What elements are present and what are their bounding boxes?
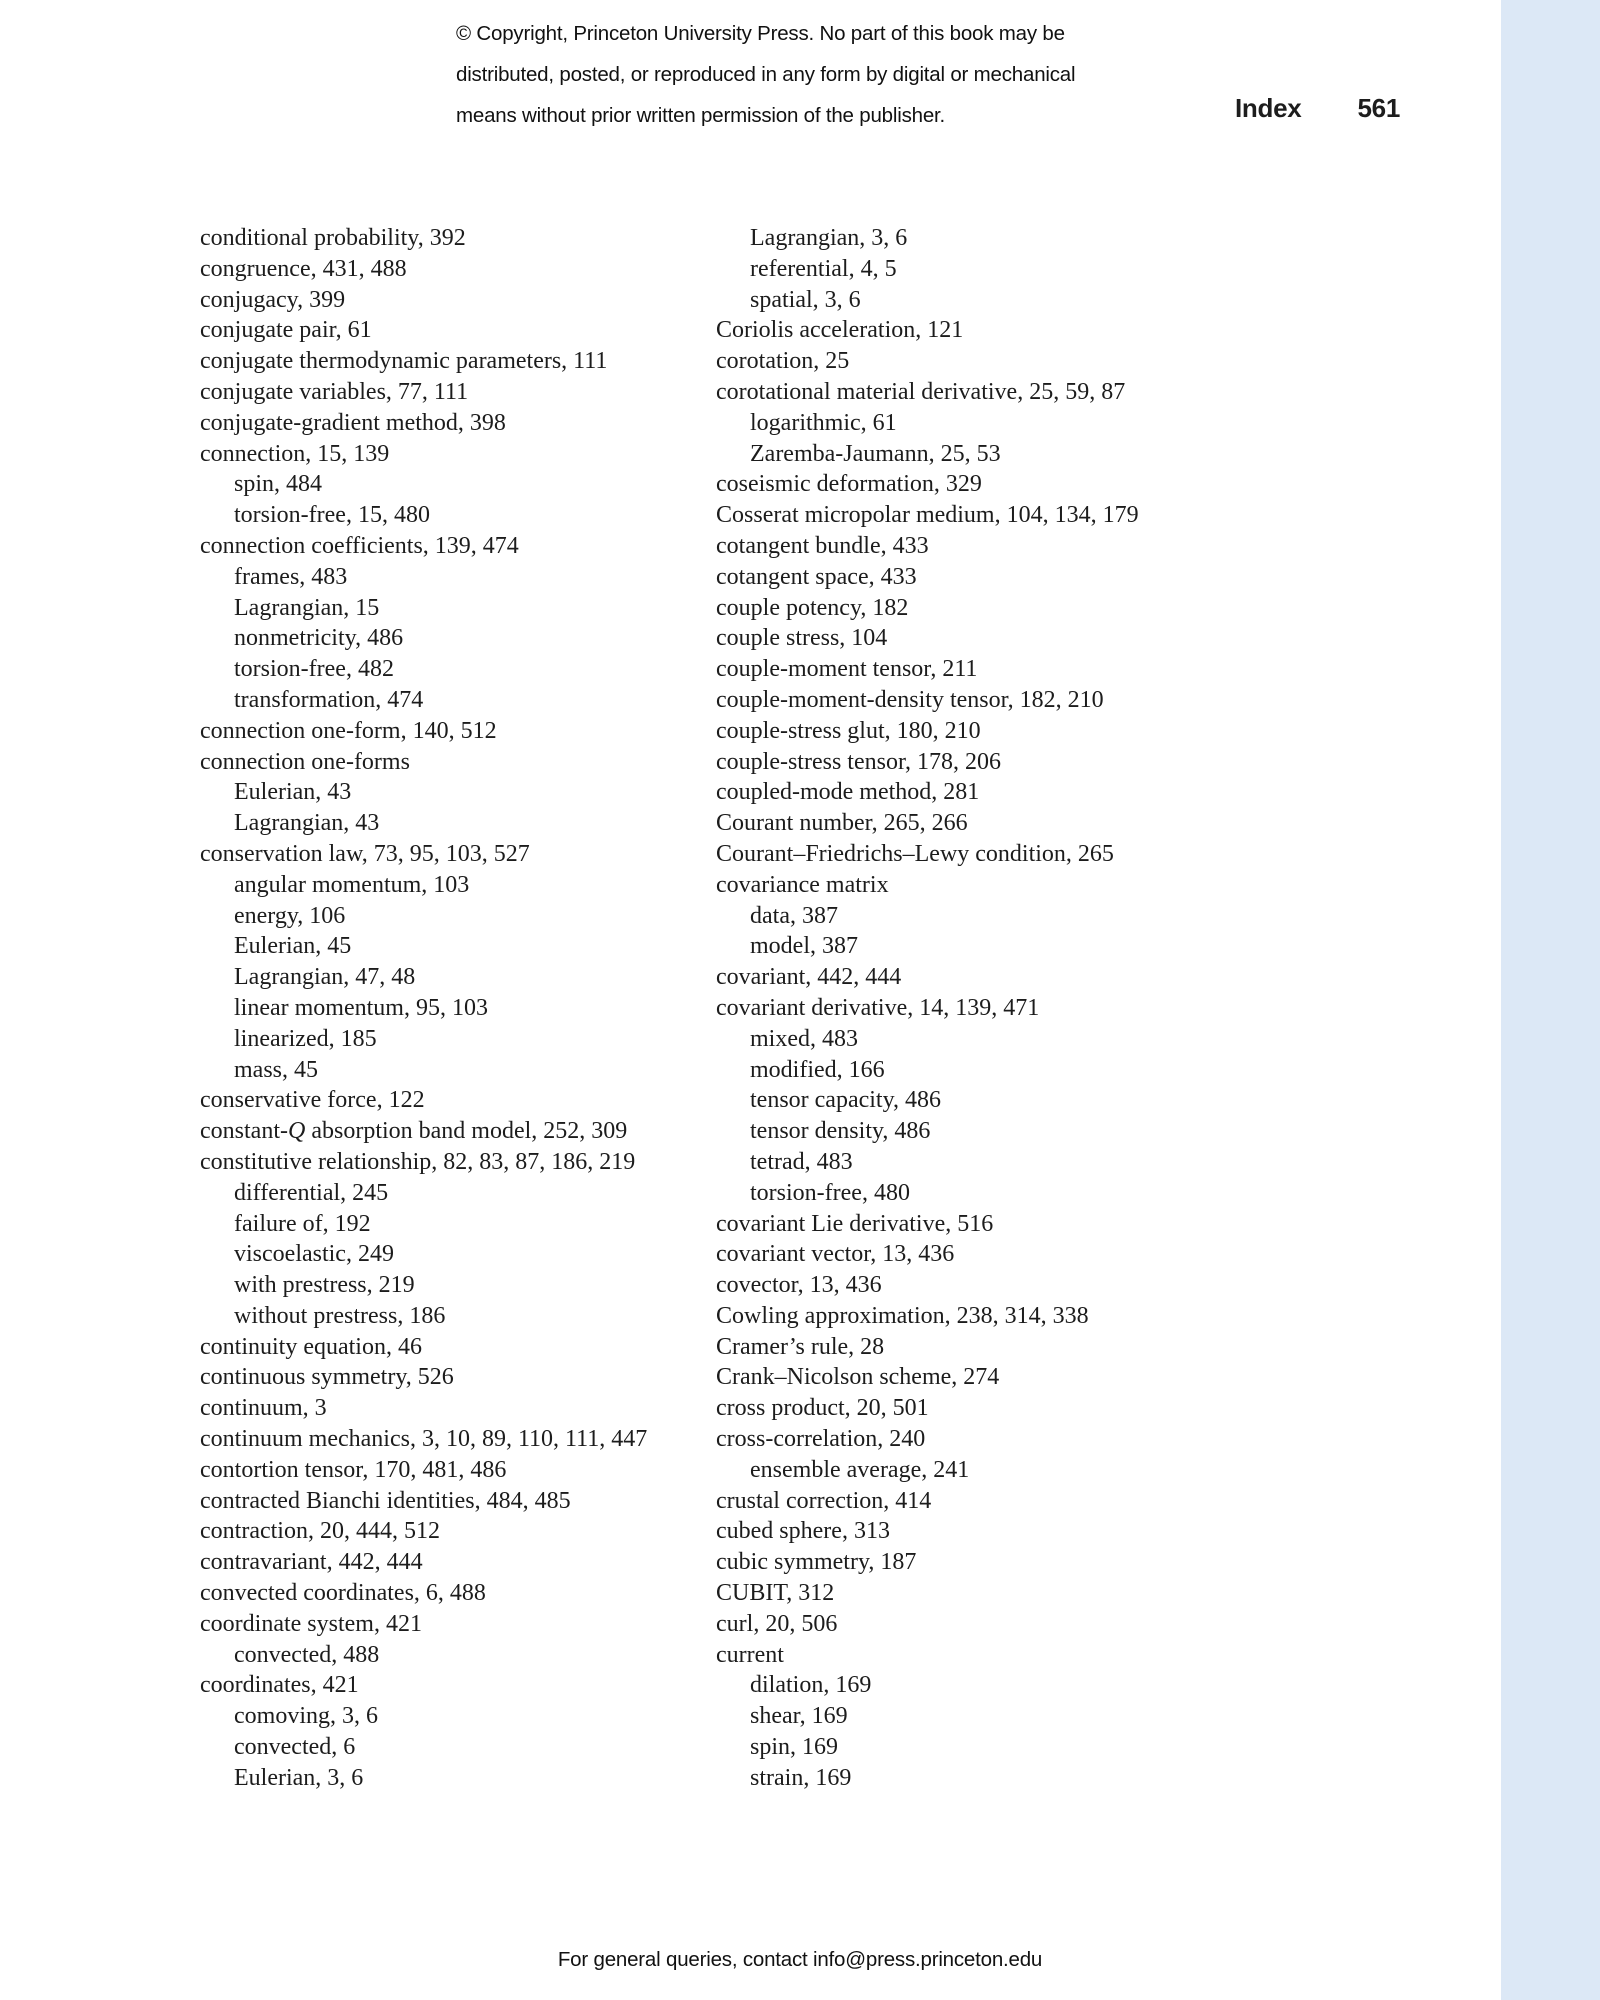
index-entry: failure of, 192 [234,1210,371,1237]
index-entry: couple-moment-density tensor, 182, 210 [716,686,1104,713]
index-entry: mixed, 483 [750,1025,858,1052]
index-entry: conservative force, 122 [200,1087,425,1114]
index-entry: Courant–Friedrichs–Lewy condition, 265 [716,840,1114,867]
index-entry: differential, 245 [234,1179,389,1206]
index-entry: cross-correlation, 240 [716,1426,926,1453]
index-entry: conjugate-gradient method, 398 [200,409,506,436]
index-entry: convected, 488 [234,1641,380,1668]
index-entry: Eulerian, 43 [234,779,352,806]
index-entry: torsion-free, 482 [234,656,394,683]
index-entry: Cowling approximation, 238, 314, 338 [716,1302,1089,1329]
index-entry: Cramer’s rule, 28 [716,1333,885,1360]
index-entry: couple-stress tensor, 178, 206 [716,748,1001,775]
index-entry: nonmetricity, 486 [234,625,404,652]
index-entry: couple potency, 182 [716,594,909,621]
index-entry: logarithmic, 61 [750,409,897,436]
index-entry: conjugacy, 399 [200,286,346,313]
index-entry: connection one-forms [200,748,410,775]
index-entry: constant-Q absorption band model, 252, 309 [200,1118,628,1145]
index-entry: connection, 15, 139 [200,440,390,467]
index-entry: transformation, 474 [234,686,424,713]
page-number: 561 [1357,93,1400,123]
index-entry: current [716,1641,784,1668]
index-entry: Lagrangian, 15 [234,594,380,621]
index-entry: contracted Bianchi identities, 484, 485 [200,1487,571,1514]
index-entry: covariant derivative, 14, 139, 471 [716,994,1040,1021]
index-entry: CUBIT, 312 [716,1580,835,1607]
index-entry: Courant number, 265, 266 [716,810,968,837]
index-entry: Lagrangian, 47, 48 [234,964,416,991]
index-entry: torsion-free, 15, 480 [234,502,430,529]
index-entry: dilation, 169 [750,1672,872,1699]
index-entry: Zaremba-Jaumann, 25, 53 [750,440,1001,467]
index-entry: data, 387 [750,902,838,929]
index-entry: couple-stress glut, 180, 210 [716,717,981,744]
index-entry: tensor capacity, 486 [750,1087,942,1114]
index-entry: curl, 20, 506 [716,1610,838,1637]
index-entry: Cosserat micropolar medium, 104, 134, 179 [716,502,1139,529]
copyright-line: means without prior written permission of the publisher. [456,104,946,127]
index-entry: convected coordinates, 6, 488 [200,1580,486,1607]
index-entry: covariance matrix [716,871,889,898]
index-entry: coseismic deformation, 329 [716,471,982,498]
index-entry: coupled-mode method, 281 [716,779,980,806]
copyright-line: distributed, posted, or reproduced in any form by digital or mechanical [456,63,1076,86]
index-entry: strain, 169 [750,1764,852,1791]
index-entry: cotangent space, 433 [716,563,917,590]
index-entry: coordinates, 421 [200,1672,359,1699]
index-entry: continuity equation, 46 [200,1333,422,1360]
index-entry: constitutive relationship, 82, 83, 87, 186, 219 [200,1148,636,1175]
index-entry: energy, 106 [234,902,346,929]
index-entry: referential, 4, 5 [750,255,897,282]
index-entry: shear, 169 [750,1703,848,1730]
index-entry: frames, 483 [234,563,348,590]
index-entry: tensor density, 486 [750,1118,931,1145]
index-entry: covariant Lie derivative, 516 [716,1210,994,1237]
index-entry: conditional probability, 392 [200,225,466,251]
index-entry: mass, 45 [234,1056,318,1083]
index-entry: corotation, 25 [716,348,850,375]
index-entry: cross product, 20, 501 [716,1395,929,1422]
index-entry: conjugate thermodynamic parameters, 111 [200,348,608,375]
index-entry: linear momentum, 95, 103 [234,994,488,1021]
index-entry: coordinate system, 421 [200,1610,422,1637]
index-entry: crustal correction, 414 [716,1487,932,1514]
index-entry: Eulerian, 3, 6 [234,1764,364,1791]
index-entry: ensemble average, 241 [750,1456,970,1483]
index-entry: angular momentum, 103 [234,871,470,898]
index-entry: comoving, 3, 6 [234,1703,378,1730]
index-entry: contortion tensor, 170, 481, 486 [200,1456,507,1483]
index-entry: contravariant, 442, 444 [200,1549,423,1576]
page-edge-accent-bar [1501,0,1600,2000]
index-entry: Lagrangian, 43 [234,810,380,837]
index-entry: Eulerian, 45 [234,933,352,960]
index-entry: cubic symmetry, 187 [716,1549,917,1576]
index-entry: modified, 166 [750,1056,885,1083]
footer-contact-line: For general queries, contact info@press.princeton.edu [557,1948,1043,1971]
index-entry: Coriolis acceleration, 121 [716,317,964,344]
index-entry: congruence, 431, 488 [200,255,407,282]
index-entry: continuum, 3 [200,1395,327,1422]
index-entry: Crank–Nicolson scheme, 274 [716,1364,1000,1391]
index-entry: convected, 6 [234,1734,356,1761]
index-entry: spin, 169 [750,1734,839,1761]
copyright-notice [456,13,1075,136]
index-entry: conjugate pair, 61 [200,317,372,344]
index-entry: conjugate variables, 77, 111 [200,378,469,405]
index-entry: Lagrangian, 3, 6 [750,225,908,251]
running-head-title: Index [1235,93,1302,123]
index-entry: spin, 484 [234,471,323,498]
index-entry: covector, 13, 436 [716,1272,882,1299]
index-entry: covariant vector, 13, 436 [716,1241,955,1268]
index-entry: couple-moment tensor, 211 [716,656,978,683]
index-entry: contraction, 20, 444, 512 [200,1518,440,1545]
index-entry: with prestress, 219 [234,1272,415,1299]
index-entry: connection one-form, 140, 512 [200,717,497,744]
index-entry: model, 387 [750,933,858,960]
index-entry: spatial, 3, 6 [750,286,861,313]
index-entry: tetrad, 483 [750,1148,853,1175]
index-entry: conservation law, 73, 95, 103, 527 [200,840,530,867]
index-column-right [716,223,1139,1794]
index-entry: couple stress, 104 [716,625,888,652]
index-entry: continuous symmetry, 526 [200,1364,454,1391]
index-entry: torsion-free, 480 [750,1179,910,1206]
index-entry: corotational material derivative, 25, 59, 87 [716,378,1126,405]
index-entry: connection coefficients, 139, 474 [200,532,519,559]
index-column-left [200,223,647,1794]
index-entry: covariant, 442, 444 [716,964,902,991]
index-entry: cotangent bundle, 433 [716,532,929,559]
copyright-line: © Copyright, Princeton University Press. No part of this book may be [456,22,1065,45]
index-entry: cubed sphere, 313 [716,1518,890,1545]
index-entry: linearized, 185 [234,1025,377,1052]
running-head [1235,93,1400,124]
index-entry: continuum mechanics, 3, 10, 89, 110, 111, 447 [200,1426,648,1453]
index-entry: without prestress, 186 [234,1302,446,1329]
index-entry: viscoelastic, 249 [234,1241,394,1268]
